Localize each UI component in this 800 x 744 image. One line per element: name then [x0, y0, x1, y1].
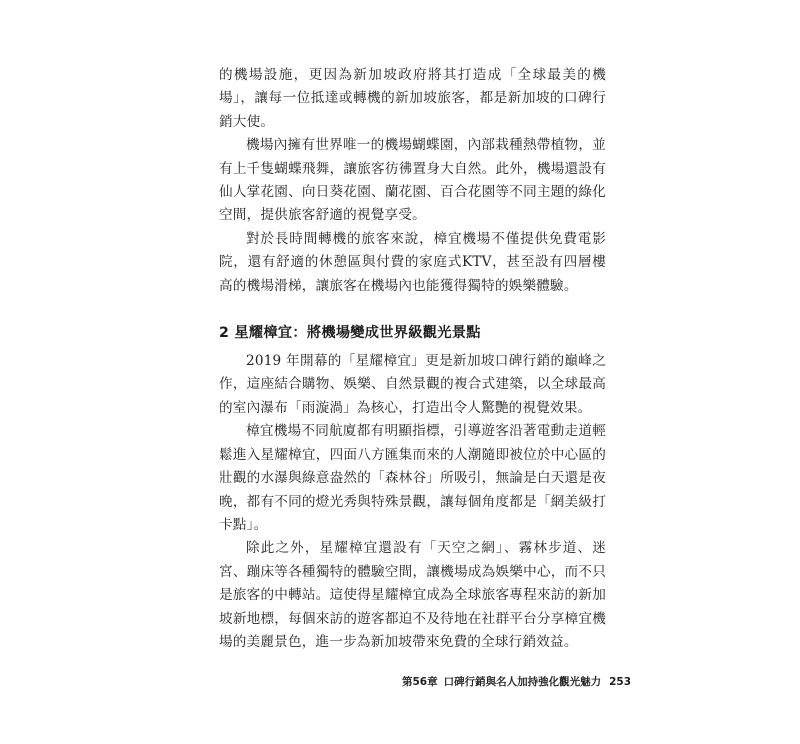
page-body [219, 64, 606, 654]
footer-title: 口碑行銷與名人加持強化觀光魅力 [443, 676, 602, 688]
paragraph-continuation: 的機場設施，更因為新加坡政府將其打造成「全球最美的機場」，讓每一位抵達或轉機的新加坡旅客，都是新加坡的口碑行銷大使。 [219, 67, 606, 130]
footer-chapter: 第56章 [402, 676, 438, 688]
paragraph-jewel-signage: 樟宜機場不同航廈都有明顯指標，引導遊客沿著電動走道輕鬆進入星耀樟宜，四面八方匯集而來的人潮隨即被位於中心區的壯觀的水瀑與綠意盎然的「森林谷」所吸引，無論是白天還是夜晚，都有不同的燈光秀與特殊景觀，讓每個角度都是「網美級打卡點」。 [219, 423, 606, 533]
paragraph-butterfly-garden: 機場內擁有世界唯一的機場蝴蝶園，內部栽種熱帶植物，並有上千隻蝴蝶飛舞，讓旅客彷彿置身大自然。此外，機場還設有仙人掌花園、向日葵花園、蘭花園、百合花園等不同主題的綠化空間，提供旅客舒適的視覺享受。 [219, 137, 606, 224]
paragraph-transit-entertainment: 對於長時間轉機的旅客來說，樟宜機場不僅提供免費電影院，還有舒適的休憩區與付費的家庭式KTV，甚至設有四層樓高的機場滑梯，讓旅客在機場內也能獲得獨特的娛樂體驗。 [219, 230, 606, 294]
page-number: 253 [609, 676, 632, 688]
paragraph-jewel-experiences: 除此之外，星耀樟宜還設有「天空之網」、霧林步道、迷宮、蹦床等各種獨特的體驗空間，讓機場成為娛樂中心，而不只是旅客的中轉站。這使得星耀樟宜成為全球旅客專程來訪的新加坡新地標，每個來訪的遊客都迫不及待地在社群平台分享樟宜機場的美麗景色，進一步為新加坡帶來免費的全球行銷效益。 [219, 540, 606, 650]
section-heading: 2 星耀樟宜：將機場變成世界級觀光景點 [219, 325, 481, 342]
running-footer [402, 674, 631, 689]
paragraph-jewel-opening: 2019 年開幕的「星耀樟宜」更是新加坡口碑行銷的巔峰之作，這座結合購物、娛樂、自然景觀的複合式建築，以全球最高的室內瀑布「雨漩渦」為核心，打造出令人驚艷的視覺效果。 [219, 353, 606, 416]
